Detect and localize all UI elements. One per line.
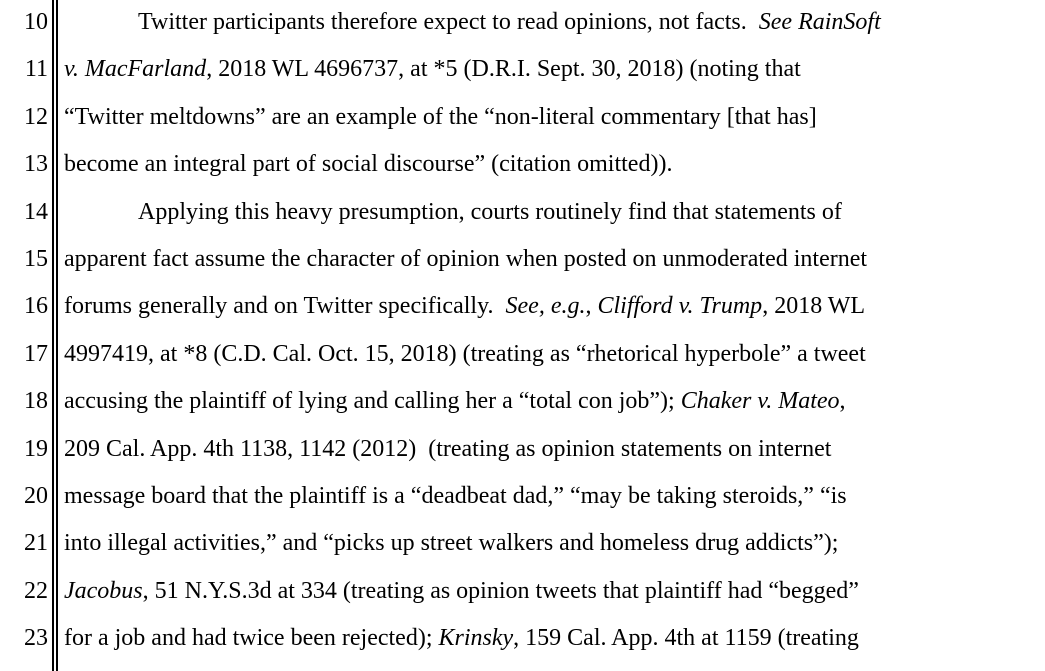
margin-rule-right — [56, 0, 58, 671]
text-line — [138, 7, 881, 37]
line-number: 15 — [24, 246, 48, 272]
margin-rule-left — [52, 0, 54, 671]
body-text: , — [585, 293, 598, 320]
body-text: forums generally and on Twitter specifically. — [64, 293, 506, 320]
body-text: accusing the plaintiff of lying and calling her a “total con job”); — [64, 388, 681, 415]
line-number: 17 — [24, 340, 48, 367]
italic-citation-text: Chaker v. Mateo — [680, 388, 840, 415]
text-line — [64, 244, 867, 274]
line-number: 11 — [24, 56, 48, 83]
italic-citation-text: Jacobus — [64, 577, 143, 604]
text-line — [64, 149, 672, 179]
body-text: become an integral part of social discourse” (citation omitted)). — [64, 151, 673, 178]
italic-citation-text: Krinsky — [438, 625, 514, 652]
body-text: , 159 Cal. App. 4th at 1159 (treating — [513, 625, 859, 652]
text-line — [64, 339, 866, 369]
text-line — [64, 54, 801, 84]
text-line — [64, 386, 846, 416]
line-number: 10 — [24, 9, 48, 35]
text-line — [64, 576, 859, 606]
body-text: Twitter participants therefore expect to read opinions, not facts. — [138, 9, 759, 35]
body-text: , 2018 WL 4696737, at *5 (D.R.I. Sept. 30, 2018) (noting that — [206, 56, 801, 83]
line-number: 21 — [24, 530, 48, 557]
body-text: , 51 N.Y.S.3d at 334 (treating as opinion tweets that plaintiff had “begged” — [142, 577, 859, 604]
line-number: 19 — [24, 435, 48, 462]
text-line — [64, 434, 831, 464]
line-number: 23 — [24, 625, 48, 652]
text-line — [64, 102, 817, 132]
text-line — [64, 481, 847, 511]
body-text: , — [839, 388, 846, 415]
line-number-column — [0, 0, 50, 671]
body-text: message board that the plaintiff is a “deadbeat dad,” “may be taking steroids,” “is — [64, 483, 847, 509]
document-body — [64, 0, 1039, 671]
body-text: 4997419, at *8 (C.D. Cal. Oct. 15, 2018) (treating as “rhetorical hyperbole” a tweet — [64, 340, 866, 367]
line-number: 20 — [24, 483, 48, 509]
line-number: 16 — [24, 293, 48, 320]
text-line — [64, 623, 859, 653]
line-number: 22 — [24, 577, 48, 604]
text-line — [64, 528, 838, 558]
body-text: for a job and had twice been rejected); — [64, 625, 439, 652]
body-text: 209 Cal. App. 4th 1138, 1142 (2012) (treating as opinion statements on internet — [64, 435, 832, 462]
italic-citation-text: See RainSoft — [758, 9, 881, 35]
italic-citation-text: v. MacFarland — [64, 56, 207, 83]
line-number: 12 — [24, 103, 48, 130]
italic-citation-text: See, e.g. — [505, 293, 586, 320]
body-text: Applying this heavy presumption, courts routinely find that statements of — [138, 198, 842, 225]
text-line — [138, 197, 842, 227]
line-number: 13 — [24, 151, 48, 178]
italic-citation-text: Clifford v. Trump — [597, 293, 763, 320]
body-text: apparent fact assume the character of opinion when posted on unmoderated internet — [64, 246, 868, 272]
body-text: “Twitter meltdowns” are an example of the “non-literal commentary [that has] — [64, 103, 817, 130]
body-text: , 2018 WL — [762, 293, 866, 320]
line-number: 18 — [24, 388, 48, 415]
text-line — [64, 291, 865, 321]
body-text: into illegal activities,” and “picks up street walkers and homeless drug addicts”); — [64, 530, 839, 557]
line-number: 14 — [24, 198, 48, 225]
